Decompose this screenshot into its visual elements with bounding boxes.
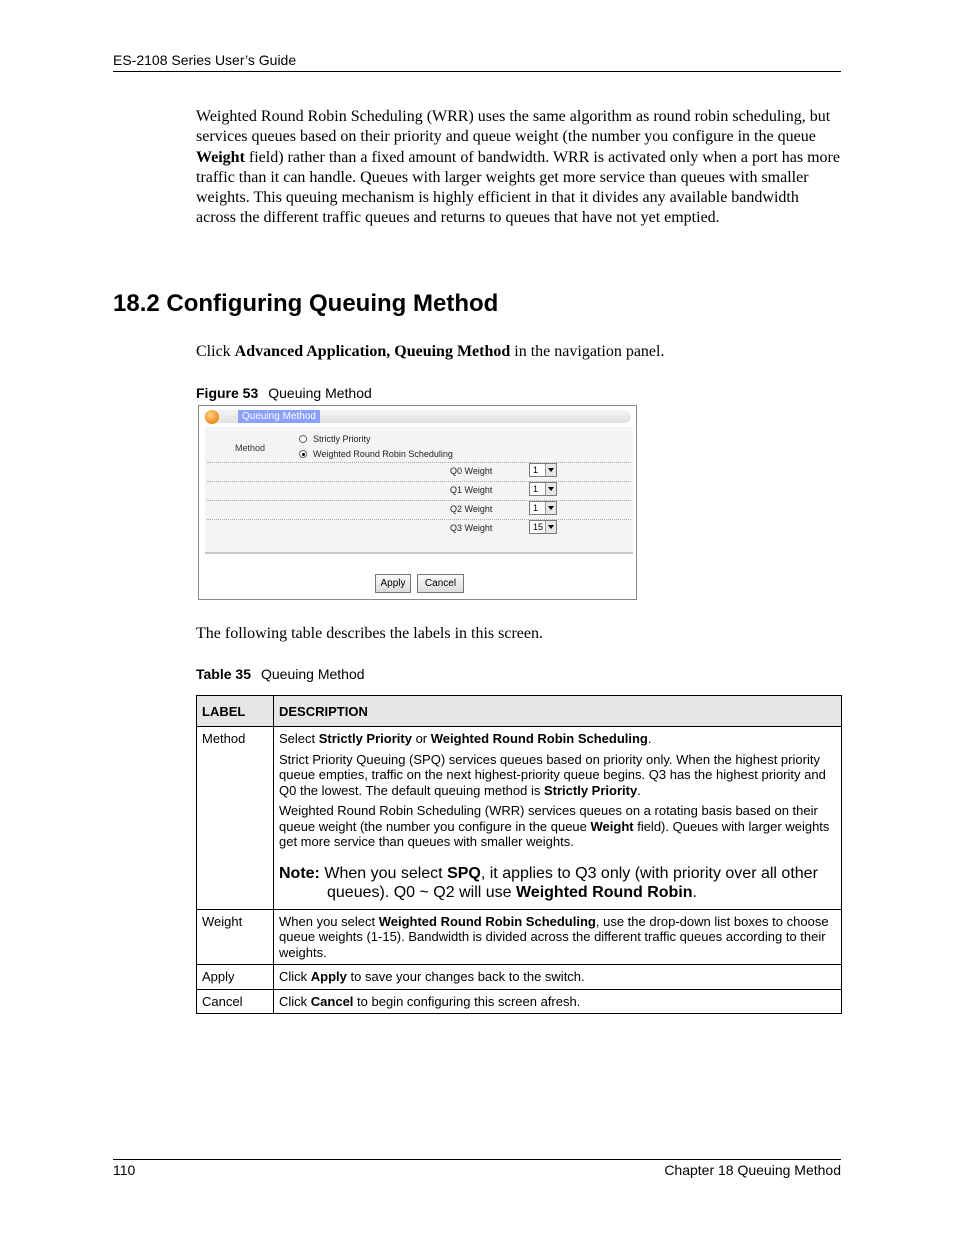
screen-title-bar (204, 410, 631, 423)
text: Weighted Round Robin Scheduling (WRR) services queues on a rotating basis based on their queue weight (the number you configure in the queue (279, 803, 818, 834)
row-desc-apply (274, 965, 842, 990)
row-desc-weight (274, 909, 842, 965)
text: . (647, 731, 652, 746)
text: . (692, 884, 697, 901)
intro-bold-weight: Weight (196, 148, 245, 166)
table-title: Queuing Method (261, 666, 365, 682)
header-description: DESCRIPTION (274, 696, 842, 727)
intro-text-2: field) rather than a fixed amount of bandwidth. WRR is activated only when a port has more traffic than it can handle. Queues with larger weights get more service than queues with smaller weights. This queuing mechanism is highly efficient in that it divides any available bandwidth across the different traffic queues and returns to queues that have not yet emptied. (196, 148, 840, 227)
figure-label: Figure 53 (196, 385, 259, 401)
text: to begin configuring this screen afresh. (353, 993, 581, 1009)
q2-weight-label: Q2 Weight (450, 504, 493, 514)
q1-weight-select[interactable] (529, 482, 557, 496)
q3-weight-select[interactable] (529, 520, 557, 534)
footer-rule (113, 1159, 841, 1160)
table-intro-text: The following table describes the labels in this screen. (196, 625, 544, 642)
running-header: ES-2108 Series User’s Guide (113, 52, 297, 68)
text: When you select (279, 913, 379, 929)
nav-text-post: in the navigation panel. (510, 343, 665, 360)
apply-button[interactable]: Apply (375, 574, 411, 593)
panel-divider (205, 552, 633, 554)
q1-weight-label: Q1 Weight (450, 485, 493, 495)
row-desc-cancel (274, 989, 842, 1014)
bold-text: Strictly Priority (318, 731, 412, 746)
row-divider (207, 481, 631, 482)
chapter-footer: Chapter 18 Queuing Method (664, 1162, 841, 1178)
settings-panel (205, 427, 633, 552)
queuing-method-screen (198, 405, 637, 600)
method-desc-line-3 (279, 803, 836, 850)
table-row (197, 965, 842, 990)
text: field). Queues with larger weights get more service than queues with smaller weights. (279, 818, 830, 849)
option-wrr-label: Weighted Round Robin Scheduling (313, 449, 453, 459)
text: Select (279, 731, 319, 746)
radio-strictly-priority[interactable] (299, 435, 307, 443)
text: , use the drop-down list boxes to choose queue weights (1-15). Bandwidth is divided across the different traffic queues according to their weights. (279, 913, 829, 960)
table-caption (196, 666, 365, 682)
chevron-down-icon (545, 483, 556, 495)
q1-weight-value: 1 (533, 484, 539, 494)
figure-title: Queuing Method (268, 385, 372, 401)
row-label-cancel: Cancel (197, 989, 274, 1014)
chevron-down-icon (545, 502, 556, 514)
row-divider (207, 462, 631, 463)
table-row (197, 909, 842, 965)
option-strictly-priority-label: Strictly Priority (313, 434, 371, 444)
table-header-row (197, 696, 842, 727)
row-label-apply: Apply (197, 965, 274, 990)
nav-text-pre: Click (196, 343, 235, 360)
text: . (637, 782, 641, 798)
q2-weight-select[interactable] (529, 501, 557, 515)
q0-weight-select[interactable] (529, 463, 557, 477)
row-desc-method (274, 727, 842, 910)
text: Strict Priority Queuing (SPQ) services queues based on priority only. When the highest priority queue empties, traffic on the next highest-priority queue begins. Q3 has the highest priority and Q0 the lowest. The default queuing method is (279, 751, 826, 798)
bold-text: Apply (310, 969, 347, 984)
navigation-instruction (196, 343, 664, 361)
row-divider (207, 519, 631, 520)
q3-weight-label: Q3 Weight (450, 523, 493, 533)
table-row (197, 989, 842, 1014)
page-number: 110 (113, 1162, 136, 1178)
screen-title: Queuing Method (238, 410, 320, 423)
q3-weight-value: 15 (533, 522, 544, 532)
bold-text: Strictly Priority (543, 782, 638, 798)
figure-caption (196, 385, 372, 401)
q0-weight-value: 1 (533, 465, 539, 475)
q2-weight-value: 1 (533, 503, 539, 513)
bold-text: Weighted Round Robin Scheduling (378, 913, 596, 929)
nav-bold-queuing-method: Queuing Method (394, 343, 511, 360)
note-label: Note: (279, 864, 320, 882)
method-desc-line-1 (279, 731, 836, 747)
nav-separator: , (386, 343, 395, 360)
chevron-down-icon (545, 464, 556, 476)
bold-text: Weight (590, 818, 634, 834)
header-rule (113, 71, 841, 72)
bold-text: Weighted Round Robin Scheduling (430, 731, 648, 746)
orange-orb-icon (205, 410, 219, 424)
chevron-down-icon (545, 521, 556, 533)
table-row (197, 727, 842, 910)
q0-weight-label: Q0 Weight (450, 466, 493, 476)
labels-table (196, 695, 842, 1014)
row-divider (207, 500, 631, 501)
text: , it applies to Q3 only (with priority over all other queues). Q0 ~ Q2 will use (327, 864, 818, 901)
cancel-button[interactable]: Cancel (417, 574, 464, 593)
intro-paragraph (196, 107, 842, 229)
radio-wrr-scheduling[interactable] (299, 450, 307, 458)
bold-text: Cancel (310, 993, 354, 1009)
bold-text: SPQ (447, 864, 481, 882)
method-note (279, 864, 836, 905)
method-desc-line-2 (279, 752, 836, 799)
row-label-method: Method (197, 727, 274, 910)
method-label: Method (235, 443, 266, 453)
table-label: Table 35 (196, 666, 251, 682)
nav-bold-advanced-application: Advanced Application (234, 343, 387, 360)
row-label-weight: Weight (197, 909, 274, 965)
section-heading: 18.2 Configuring Queuing Method (113, 290, 499, 317)
bold-text: Weighted Round Robin (515, 884, 693, 901)
intro-text-1: Weighted Round Robin Scheduling (WRR) uses the same algorithm as round robin scheduling, but services queues based on their priority and queue weight (the number you configure in the queue (196, 108, 831, 146)
text: Click (279, 993, 311, 1009)
text: Click (279, 969, 311, 984)
text: When you select (319, 864, 448, 882)
header-label: LABEL (197, 696, 274, 727)
text: to save your changes back to the switch. (346, 969, 585, 984)
text: or (411, 731, 431, 746)
